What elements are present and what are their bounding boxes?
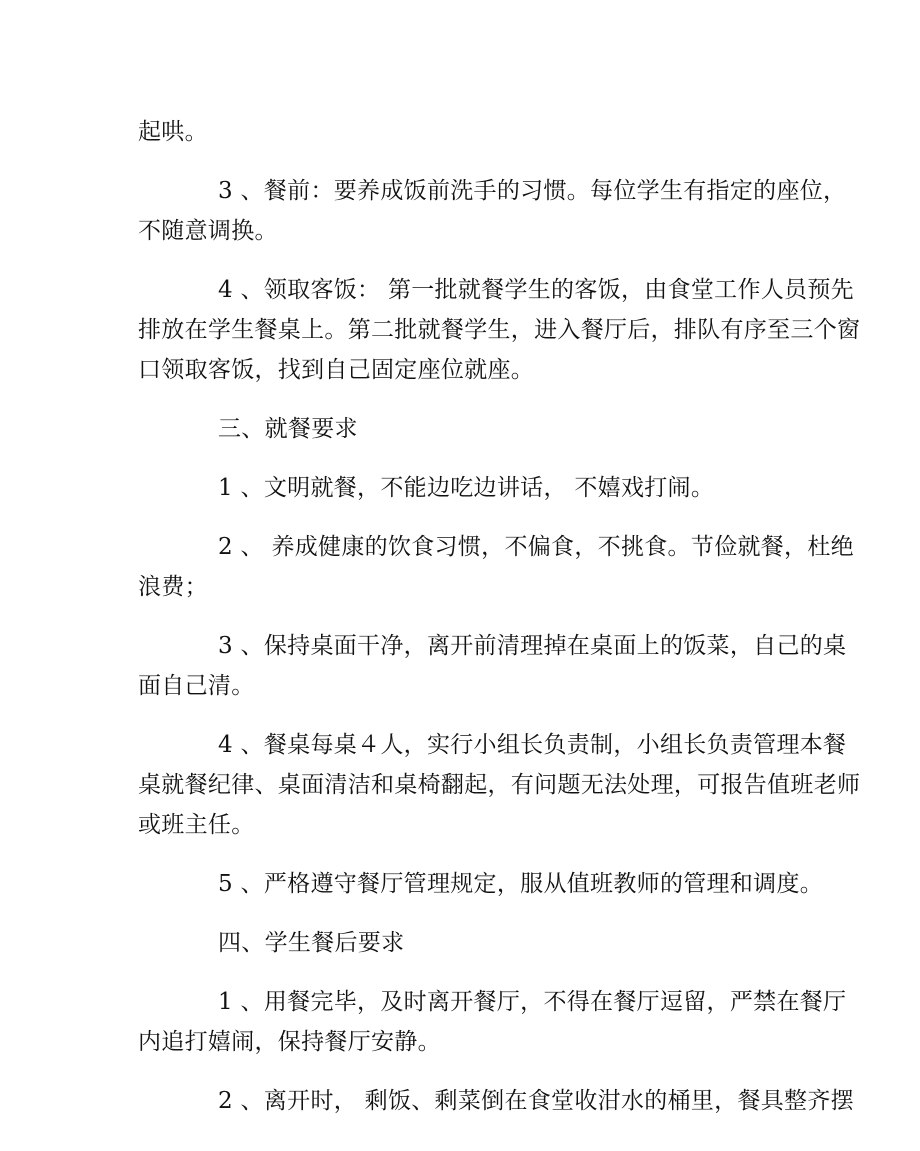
paragraph-line: 不随意调换。 (138, 218, 278, 244)
paragraph-line: 四、学生餐后要求 (218, 930, 405, 956)
paragraph (138, 982, 847, 1062)
paragraph (138, 626, 847, 706)
paragraph-line: 口领取客饭，找到自己固定座位就座。 (138, 357, 535, 383)
document-body (138, 112, 861, 1140)
paragraph-line: 面自己清。 (138, 673, 255, 699)
paragraph-line: 4 、领取客饭： 第一批就餐学生的客饭，由食堂工作人员预先 (218, 277, 854, 303)
paragraph-line: 三、就餐要求 (218, 416, 358, 442)
section-heading (138, 923, 788, 963)
paragraph (138, 468, 788, 508)
paragraph-line: 3 、保持桌面干净，离开前清理掉在桌面上的饭菜，自己的桌 (218, 633, 847, 659)
section-heading (138, 409, 788, 449)
paragraph (138, 171, 847, 251)
paragraph-line: 或班主任。 (138, 812, 255, 838)
paragraph (138, 864, 824, 904)
paragraph-line: 1 、用餐完毕，及时离开餐厅，不得在餐厅逗留，严禁在餐厅 (218, 989, 847, 1015)
paragraph-line: 桌就餐纪律、桌面清洁和桌椅翻起，有问题无法处理，可报告值班老师 (138, 772, 861, 798)
paragraph (138, 1081, 854, 1121)
paragraph-line: 2 、离开时， 剩饭、剩菜倒在食堂收泔水的桶里，餐具整齐摆 (218, 1088, 854, 1114)
paragraph-line: 起哄。 (138, 119, 208, 145)
paragraph-line: 内追打嬉闹，保持餐厅安静。 (138, 1029, 441, 1055)
paragraph-line: 1 、文明就餐，不能边吃边讲话， 不嬉戏打闹。 (218, 475, 715, 501)
paragraph-line: 2 、 养成健康的饮食习惯，不偏食，不挑食。节俭就餐，杜绝 (218, 534, 854, 560)
paragraph-line: 4 、餐桌每桌４人，实行小组长负责制，小组长负责管理本餐 (218, 732, 847, 758)
paragraph-line: 排放在学生餐桌上。第二批就餐学生，进入餐厅后，排队有序至三个窗 (138, 317, 861, 343)
paragraph-line: 浪费； (138, 574, 208, 600)
paragraph-line: 3 、餐前：要养成饭前洗手的习惯。每位学生有指定的座位， (218, 178, 847, 204)
paragraph-line: 5 、严格遵守餐厅管理规定，服从值班教师的管理和调度。 (218, 871, 824, 897)
paragraph (138, 270, 861, 390)
paragraph (138, 527, 854, 607)
paragraph (138, 725, 861, 845)
paragraph (138, 112, 788, 152)
